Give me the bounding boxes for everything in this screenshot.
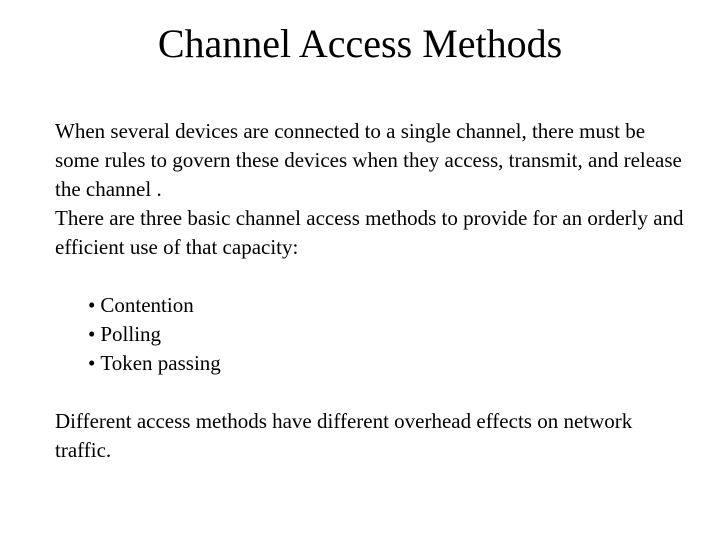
bullet-icon: • (88, 322, 96, 346)
bullet-icon: • (88, 293, 96, 317)
bullet-icon: • (88, 351, 96, 375)
list-item (88, 349, 685, 378)
bullet-label-contention: Contention (100, 293, 194, 317)
slide-title: Channel Access Methods (157, 21, 563, 66)
list-item (88, 291, 685, 320)
slide-body (55, 117, 685, 465)
intro-paragraph: When several devices are connected to a single channel, there must be some rules to govern these devices when they access, transmit, and release the channel . (55, 119, 682, 201)
bullet-label-polling: Polling (100, 322, 162, 346)
access-methods-list (55, 291, 685, 378)
methods-intro-paragraph: There are three basic channel access methods to provide for an orderly and efficient use of that capacity: (55, 206, 684, 259)
closing-paragraph: Different access methods have different overhead effects on network traffic. (55, 409, 633, 462)
list-item (88, 320, 685, 349)
bullet-label-token-passing: Token passing (100, 351, 221, 375)
